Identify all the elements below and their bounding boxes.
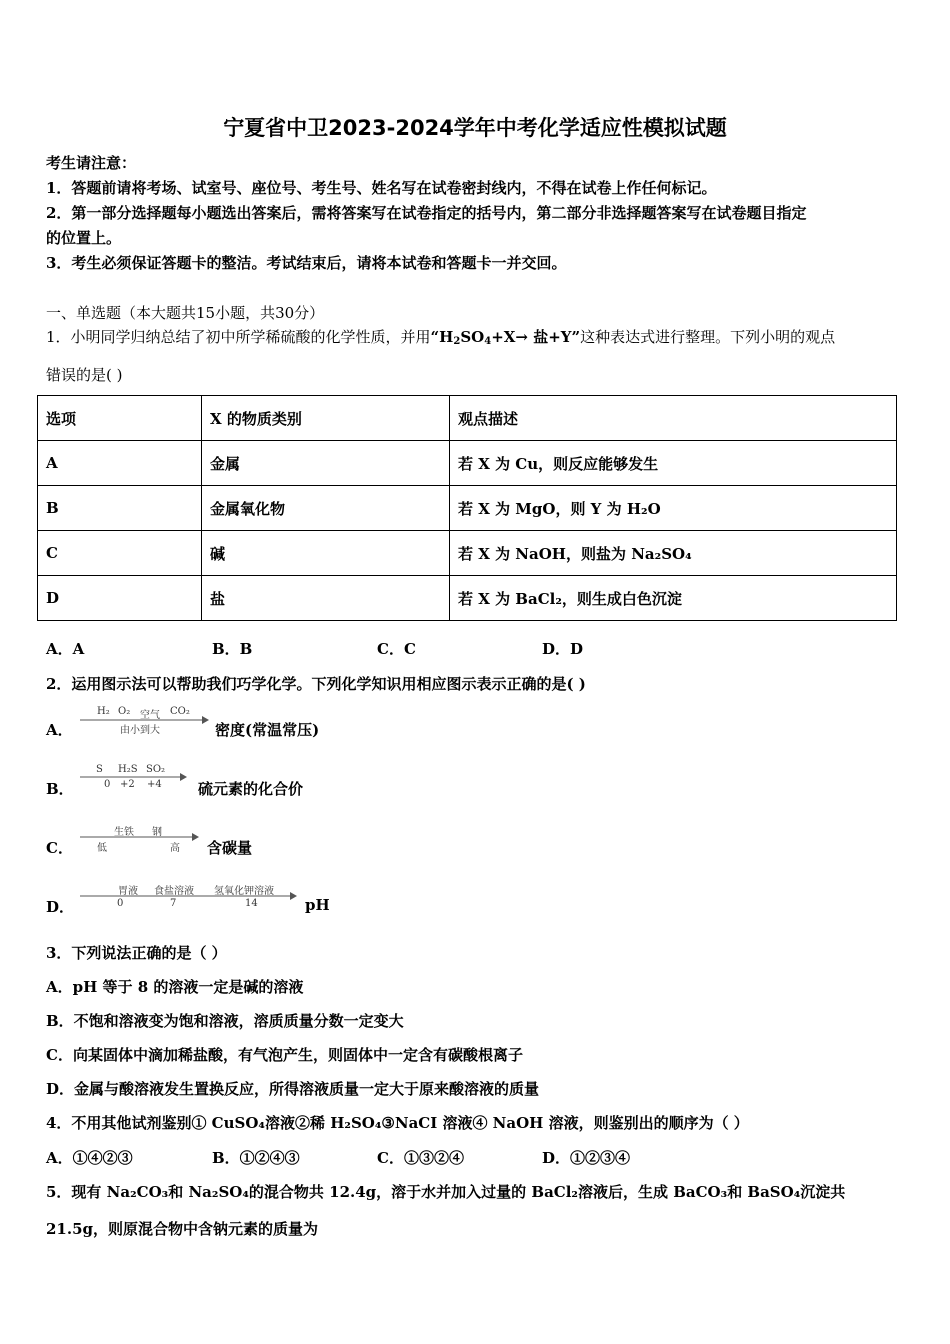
q2-a-top-label: 空气 [140,710,160,721]
notice-item-2-cont: 的位置上。 [46,229,122,247]
table-cell: 若 X 为 BaCl₂，则生成白色沉淀 [450,576,897,621]
q2-d-top-label: 氢氧化钾溶液 [214,886,274,897]
q2-d-top-label: 胃液 [118,886,138,897]
q2-b-top-label: H₂S [118,764,138,775]
q4-option-a[interactable]: A．①④②③ [46,1149,133,1167]
table-cell: D [38,576,202,621]
q5-stem-line2: 21.5g，则原混合物中含钠元素的质量为 [46,1220,319,1238]
q2-a-caption: 密度(常温常压) [215,721,320,739]
q1-stem-a: 1．小明同学归纳总结了初中所学稀硫酸的化学性质，并用 [46,328,431,346]
notice-item-3: 3．考生必须保证答题卡的整洁。考试结束后，请将本试卷和答题卡一并交回。 [46,254,567,272]
q2-option-c[interactable]: C． [46,839,73,857]
table-header: 选项 [38,396,202,441]
q2-c-top-label: 生铁 [114,827,134,838]
q2-d-top-label: 食盐溶液 [154,886,194,897]
q3-option-a[interactable]: A．pH 等于 8 的溶液一定是碱的溶液 [46,978,304,996]
q2-c-caption: 含碳量 [207,839,253,857]
notice-heading: 考生请注意： [46,154,137,172]
table-header-row [38,396,897,441]
notice-item-1: 1．答题前请将考场、试室号、座位号、考生号、姓名写在试卷密封线内，不得在试卷上作任何标记。 [46,179,717,197]
page-title: 宁夏省中卫2023-2024学年中考化学适应性模拟试题 [223,116,727,140]
q1-stem-line2: 错误的是( ) [46,366,123,384]
section-heading: 一、单选题（本大题共15小题，共30分） [46,304,325,322]
q2-a-top-label: H₂ [97,706,110,717]
q2-a-bottom-label: 由小到大 [120,725,160,736]
table-cell: 金属氧化物 [202,486,450,531]
q4-option-c[interactable]: C．①③②④ [377,1149,464,1167]
table-cell: 盐 [202,576,450,621]
table-row [38,576,897,621]
q2-option-d[interactable]: D． [46,898,75,916]
q3-option-d[interactable]: D．金属与酸溶液发生置换反应，所得溶液质量一定大于原来酸溶液的质量 [46,1080,540,1098]
q2-d-caption: pH [305,896,330,914]
q1-stem-line1 [46,326,835,347]
q1-option-d[interactable]: D．D [542,640,584,658]
table-cell: 若 X 为 MgO，则 Y 为 H₂O [450,486,897,531]
q2-stem: 2．运用图示法可以帮助我们巧学化学。下列化学知识用相应图示表示正确的是( ) [46,675,586,693]
q1-stem-b: 这种表达式进行整理。下列小明的观点 [580,328,836,346]
table-cell: 若 X 为 NaOH，则盐为 Na₂SO₄ [450,531,897,576]
table-row [38,486,897,531]
q3-option-b[interactable]: B．不饱和溶液变为饱和溶液，溶质质量分数一定变大 [46,1012,404,1030]
table-header: X 的物质类别 [202,396,450,441]
q5-stem-line1: 5．现有 Na₂CO₃和 Na₂SO₄的混合物共 12.4g，溶于水并加入过量的 BaCl₂溶液后，生成 BaCO₃和 BaSO₄沉淀共 [46,1183,846,1201]
q2-b-bottom-label: +4 [147,779,162,790]
q1-option-a[interactable]: A．A [46,640,85,658]
notice-item-2: 2．第一部分选择题每小题选出答案后，需将答案写在试卷指定的括号内，第二部分非选择题答案写在试卷题目指定 [46,204,807,222]
q2-d-bottom-label: 14 [245,898,258,909]
table-row [38,531,897,576]
table-cell: C [38,531,202,576]
q2-c-bottom-label: 高 [170,843,180,854]
table-cell: 若 X 为 Cu，则反应能够发生 [450,441,897,486]
q2-c-top-label: 钢 [152,827,162,838]
q4-option-b[interactable]: B．①②④③ [212,1149,300,1167]
q1-formula: “$H_2SO_4+X\to$ 盐+Y” [430,328,581,347]
q2-b-bottom-label: 0 [104,779,111,790]
q2-c-bottom-label: 低 [97,843,107,854]
table-cell: A [38,441,202,486]
q2-b-top-label: S [96,764,103,775]
q2-b-bottom-label: +2 [120,779,135,790]
q1-table [37,395,897,621]
q2-b-top-label: SO₂ [146,764,166,775]
q4-option-d[interactable]: D．①②③④ [542,1149,631,1167]
q2-b-caption: 硫元素的化合价 [198,780,304,798]
q4-stem: 4．不用其他试剂鉴别① CuSO₄溶液②稀 H₂SO₄③NaCI 溶液④ NaOH 溶液，则鉴别出的顺序为（ ） [46,1114,749,1132]
table-cell: B [38,486,202,531]
table-cell: 碱 [202,531,450,576]
q2-option-a[interactable]: A． [46,721,73,739]
q2-a-top-label: O₂ [118,706,131,717]
q3-option-c[interactable]: C．向某固体中滴加稀盐酸，有气泡产生，则固体中一定含有碳酸根离子 [46,1046,523,1064]
table-header: 观点描述 [450,396,897,441]
q2-a-top-label: CO₂ [170,706,190,717]
q3-stem: 3．下列说法正确的是（ ） [46,944,227,962]
table-row [38,441,897,486]
table-cell: 金属 [202,441,450,486]
q2-d-bottom-label: 0 [117,898,124,909]
q1-option-b[interactable]: B．B [212,640,253,658]
q2-d-bottom-label: 7 [170,898,177,909]
q2-option-b[interactable]: B． [46,780,74,798]
q1-option-c[interactable]: C．C [377,640,416,658]
